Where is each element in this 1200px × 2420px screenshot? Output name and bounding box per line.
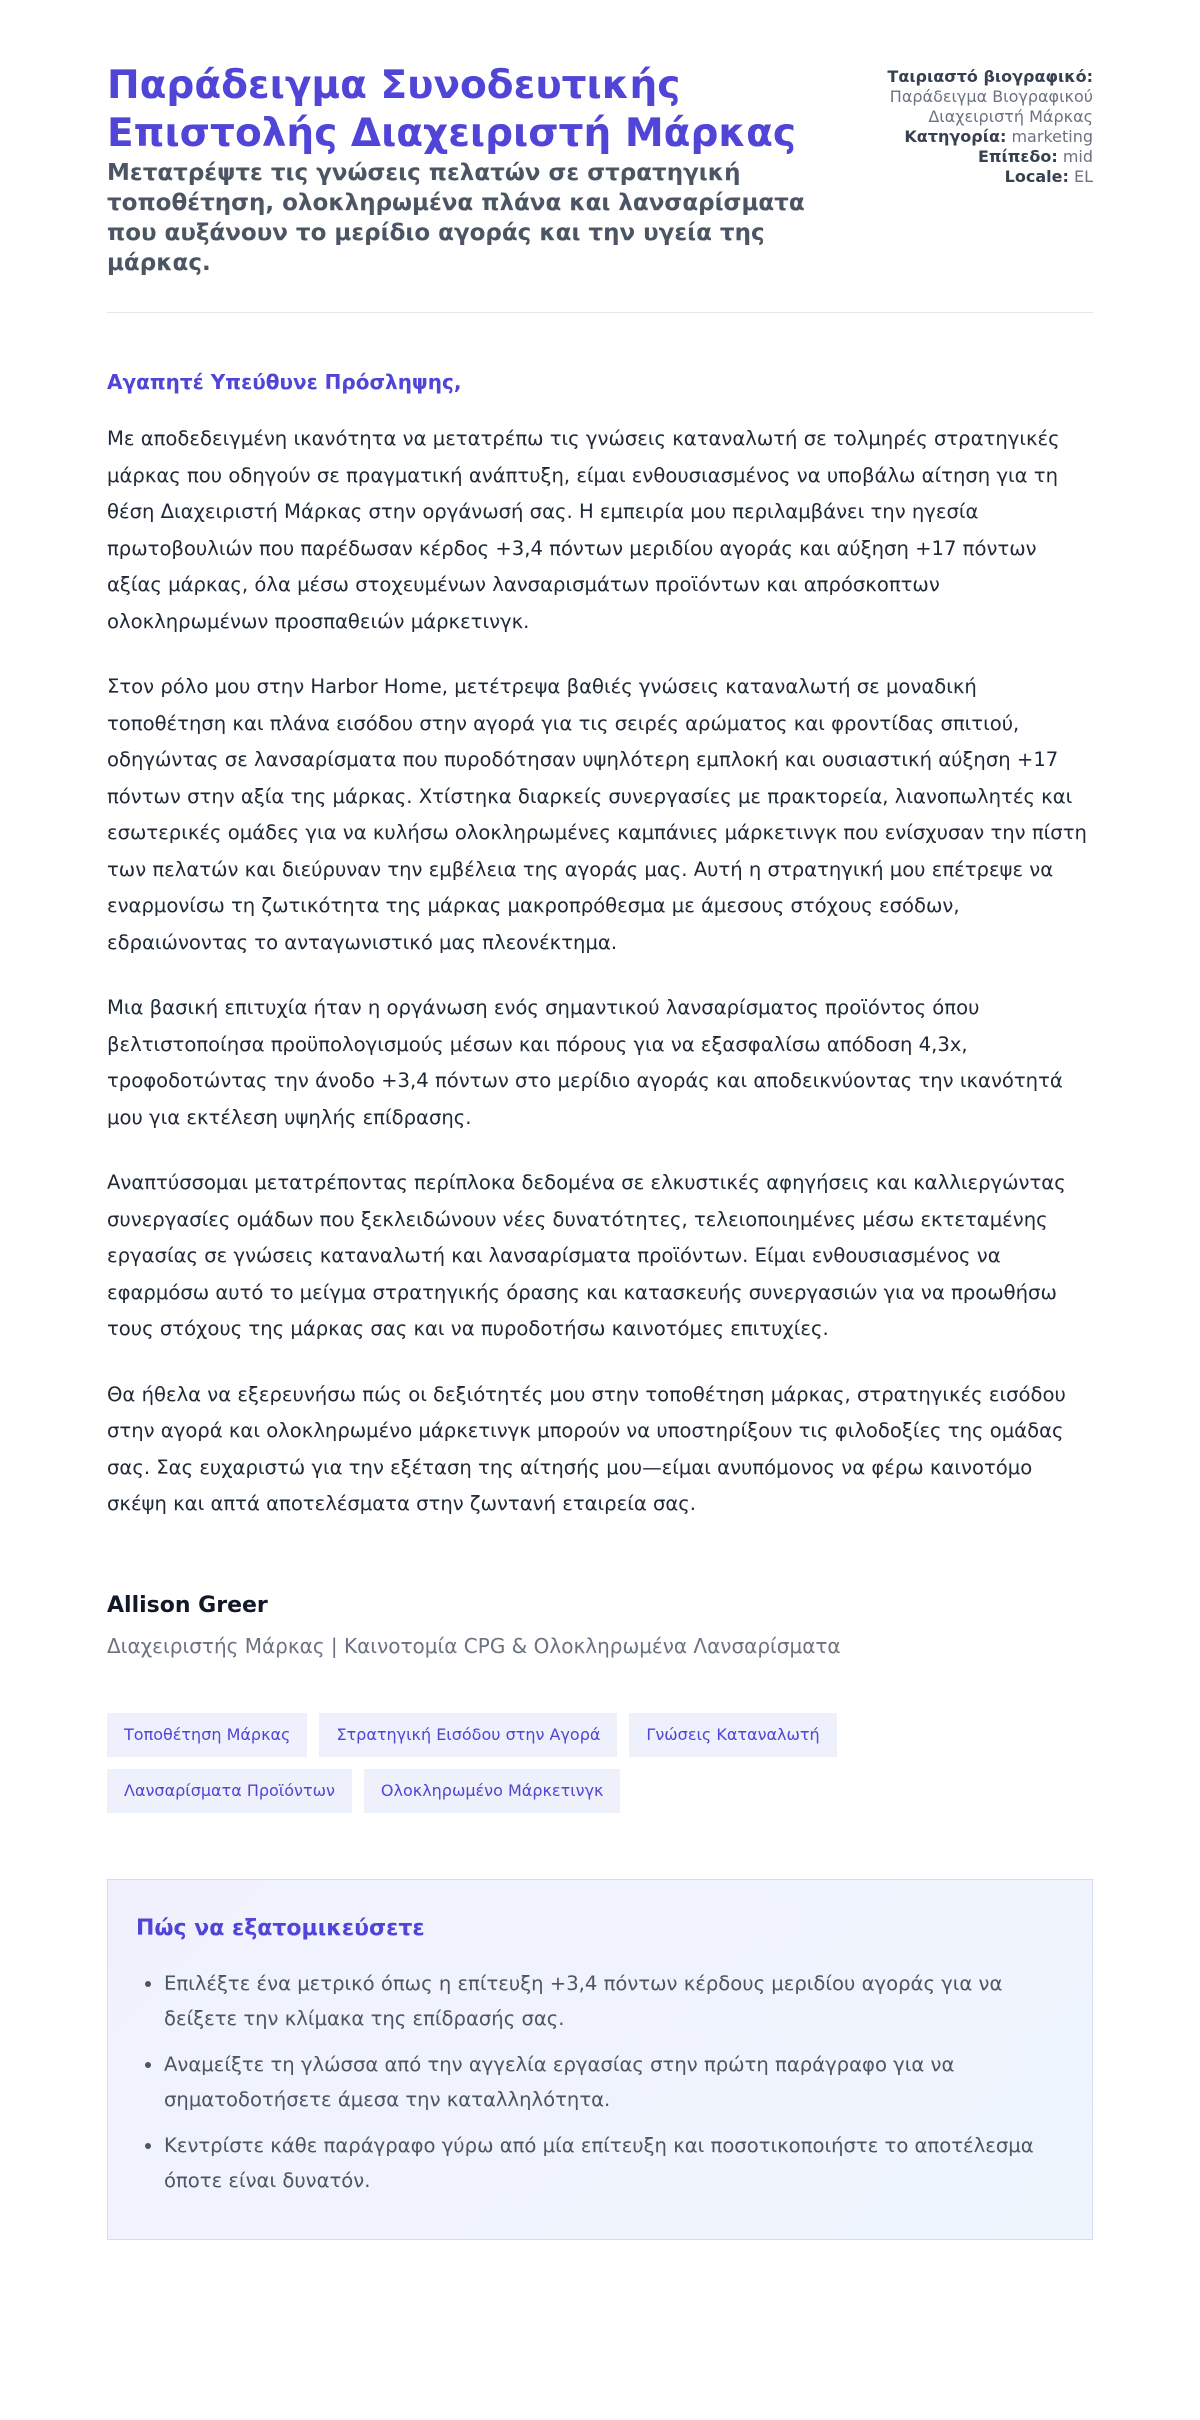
meta-resume-value[interactable]: Παράδειγμα Βιογραφικού Διαχειριστή Μάρκας	[889, 87, 1093, 126]
letter-paragraph: Μια βασική επιτυχία ήταν η οργάνωση ενός σημαντικού λανσαρίσματος προϊόντος όπου βελτιστοποίησα προϋπολογισμούς μέσων και πόρους για να εξασφαλίσω απόδοση 4,3x, τροφοδοτώντας την άνοδο +3,4 πόντων στο μερίδιο αγοράς και αποδεικνύοντας την ικανότητά μου για εκτέλεση υψηλής επίδρασης.	[107, 996, 1063, 1129]
customization-tips	[107, 1879, 1093, 2240]
meta-locale-label: Locale:	[1004, 167, 1069, 186]
tip-item: • Επιλέξτε ένα μετρικό όπως η επίτευξη +3,4 πόντων κέρδους μεριδίου αγοράς για να δείξετε την κλίμακα της επίδρασής σας.	[164, 1966, 1064, 2036]
meta-locale-value: EL	[1073, 167, 1093, 186]
header-titles	[107, 62, 856, 278]
meta-panel	[856, 62, 1093, 187]
meta-resume	[856, 67, 1093, 127]
skill-tags	[107, 1713, 927, 1813]
skill-tag[interactable]: Ολοκληρωμένο Μάρκετινγκ	[364, 1769, 621, 1813]
letter-paragraph: Με αποδεδειγμένη ικανότητα να μετατρέπω τις γνώσεις καταναλωτή σε τολμηρές στρατηγικές μάρκας που οδηγούν σε πραγματική ανάπτυξη, είμαι ενθουσιασμένος να υποβάλω αίτηση για τη θέση Διαχειριστή Μάρκας στην οργάνωσή σας. Η εμπειρία μου περιλαμβάνει την ηγεσία πρωτοβουλιών που παρέδωσαν κέρδος +3,4 πόντων μεριδίου αγοράς και αύξηση +17 πόντων αξίας μάρκας, όλα μέσω στοχευμένων λανσαρισμάτων προϊόντων και απρόσκοπτων ολοκληρωμένων προσπαθειών μάρκετινγκ.	[107, 427, 1060, 633]
skill-tag[interactable]: Στρατηγική Εισόδου στην Αγορά	[319, 1713, 617, 1757]
signature-role: Διαχειριστής Μάρκας | Καινοτομία CPG & Ολοκληρωμένα Λανσαρίσματα	[107, 1633, 841, 1658]
letter-salutation: Αγαπητέ Υπεύθυνε Πρόσληψης,	[107, 370, 462, 394]
skill-tag[interactable]: Τοποθέτηση Μάρκας	[107, 1713, 307, 1757]
letter-paragraph: Στον ρόλο μου στην Harbor Home, μετέτρεψα βαθιές γνώσεις καταναλωτή σε μοναδική τοποθέτηση και πλάνα εισόδου στην αγορά για τις σειρές αρώματος και φροντίδας σπιτιού, οδηγώντας σε λανσαρίσματα που πυροδότησαν υψηλότερη εμπλοκή και ουσιαστική αύξηση +17 πόντων στην αξία της μάρκας. Χτίστηκα διαρκείς συνεργασίες με πρακτορεία, λιανοπωλητές και εσωτερικές ομάδες για να κυλήσω ολοκληρωμένες καμπάνιες μάρκετινγκ που ενίσχυσαν την πίστη των πελατών και διεύρυναν την εμβέλεια της αγοράς μας. Αυτή η στρατηγική μου επέτρεψε να εναρμονίσω τη ζωτικότητα της μάρκας μακροπρόθεσμα με άμεσους στόχους εσόδων, εδραιώνοντας το ανταγωνιστικό μας πλεονέκτημα.	[107, 675, 1087, 954]
letter-paragraph: Αναπτύσσομαι μετατρέποντας περίπλοκα δεδομένα σε ελκυστικές αφηγήσεις και καλλιεργώντας συνεργασίες ομάδων που ξεκλειδώνουν νέες δυνατότητες, τελειοποιημένες μέσω εκτεταμένης εργασίας σε γνώσεις καταναλωτή και λανσαρίσματα προϊόντων. Είμαι ενθουσιασμένος να εφαρμόσω αυτό το μείγμα στρατηγικής όρασης και κατασκευής συνεργασιών για να προωθήσω τους στόχους της μάρκας σας και να πυροδοτήσω καινοτόμες επιτυχίες.	[107, 1171, 1066, 1340]
meta-category-label: Κατηγορία:	[904, 127, 1007, 146]
meta-locale	[856, 167, 1093, 187]
signature-name: Allison Greer	[107, 1592, 268, 1618]
meta-level-value: mid	[1062, 147, 1093, 166]
meta-level-label: Επίπεδο:	[977, 147, 1058, 166]
meta-category	[856, 127, 1093, 147]
letter-paragraph: Θα ήθελα να εξερευνήσω πώς οι δεξιότητές μου στην τοποθέτηση μάρκας, στρατηγικές εισόδου στην αγορά και ολοκληρωμένο μάρκετινγκ μπορούν να υποστηρίξουν τις φιλοδοξίες της ομάδας σας. Σας ευχαριστώ για την εξέταση της αίτησής μου—είμαι ανυπόμονος να φέρω καινοτόμο σκέψη και απτά αποτελέσματα στην ζωντανή εταιρεία σας.	[107, 1382, 1066, 1515]
meta-resume-label: Ταιριαστό βιογραφικό:	[887, 67, 1093, 86]
skill-tag[interactable]: Γνώσεις Καταναλωτή	[629, 1713, 836, 1757]
tip-item: • Αναμείξτε τη γλώσσα από την αγγελία εργασίας στην πρώτη παράγραφο για να σηματοδοτήσετε άμεσα την καταλληλότητα.	[164, 2047, 1064, 2117]
page-subtitle: Μετατρέψτε τις γνώσεις πελατών σε στρατηγική τοποθέτηση, ολοκληρωμένα πλάνα και λανσαρίσματα που αυξάνουν το μερίδιο αγοράς και την υγεία της μάρκας.	[107, 160, 805, 276]
meta-level	[856, 147, 1093, 167]
tips-title: Πώς να εξατομικεύσετε	[136, 1915, 425, 1941]
skill-tag[interactable]: Λανσαρίσματα Προϊόντων	[107, 1769, 352, 1813]
tips-list	[136, 1966, 1064, 2198]
page-title: Παράδειγμα Συνοδευτικής Επιστολής Διαχειριστή Μάρκας	[107, 63, 796, 156]
meta-category-value: marketing	[1011, 127, 1093, 146]
tip-item: • Κεντρίστε κάθε παράγραφο γύρω από μία επίτευξη και ποσοτικοποιήστε το αποτέλεσμα όποτε είναι δυνατόν.	[164, 2128, 1064, 2198]
page-header	[107, 62, 1093, 313]
